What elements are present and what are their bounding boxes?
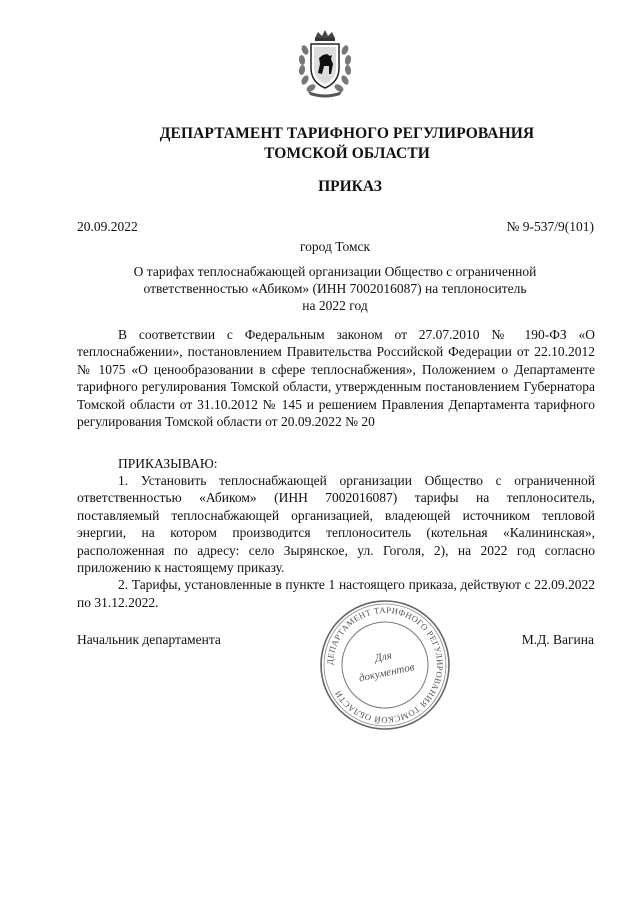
signatory-role: Начальник департамента: [77, 632, 221, 647]
subject-line3: на 2022 год: [302, 298, 368, 313]
subject-line2: ответственностью «Абиком» (ИНН 7002016087) на теплоноситель: [143, 281, 527, 296]
order-directive-word: ПРИКАЗЫВАЮ:: [118, 456, 218, 471]
subject-line1: О тарифах теплоснабжающей организации Общество с ограниченной: [133, 264, 537, 279]
order-number: № 9-537/9(101): [506, 219, 594, 234]
svg-text:ДЕПАРТАМЕНТ ТАРИФНОГО РЕГУЛИРО: [325, 605, 445, 725]
coat-of-arms-emblem: [296, 28, 354, 98]
order-item-1: 1. Установить теплоснабжающей организации Общество с ограниченной ответственностью «Абиком» (ИНН 7002016087) тарифы на теплоноситель, поставляемый теплоснабжающей организацией, владеющей источником тепловой энергии, на котором производится теплоноситель (котельная «Калининская», расположенная по адресу: село Зырянское, ул. Гоголя, 2), на 2022 год согласно приложению к настоящему приказу.: [77, 473, 595, 576]
signatory-name: М.Д. Вагина: [521, 632, 594, 647]
department-title: [0, 124, 640, 164]
order-subject: [110, 263, 560, 314]
stamp-ring-text: ДЕПАРТАМЕНТ ТАРИФНОГО РЕГУЛИРОВАНИЯ ТОМСКОЙ ОБЛАСТИ: [324, 604, 446, 726]
department-title-line2: ТОМСКОЙ ОБЛАСТИ: [264, 145, 430, 162]
preamble-block: [77, 326, 595, 430]
document-type-title: ПРИКАЗ: [318, 178, 382, 195]
stamp-center-line1: Для: [373, 649, 393, 665]
order-item-2: 2. Тарифы, установленные в пункте 1 настоящего приказа, действуют с 22.09.2022 по 31.12.2022.: [77, 577, 595, 610]
preamble-paragraph: В соответствии с Федеральным законом от 27.07.2010 № 190-ФЗ «О теплоснабжении», постановлением Правительства Российской Федерации от 22.10.2012 № 1075 «О ценообразовании в сфере теплоснабжения», Положением о Департаменте тарифного регулирования Томской области, утвержденным постановлением Губернатора Томской области от 31.10.2012 № 145 и решением Правления Департамента тарифного регулирования Томской области от 20.09.2022 № 20: [77, 327, 595, 430]
stamp-center-line2: документов: [357, 661, 416, 685]
official-stamp: [318, 598, 452, 732]
department-title-line1: ДЕПАРТАМЕНТ ТАРИФНОГО РЕГУЛИРОВАНИЯ: [159, 125, 535, 142]
order-date: 20.09.2022: [77, 219, 138, 234]
city-line: город Томск: [299, 239, 371, 254]
order-items: [77, 472, 595, 611]
